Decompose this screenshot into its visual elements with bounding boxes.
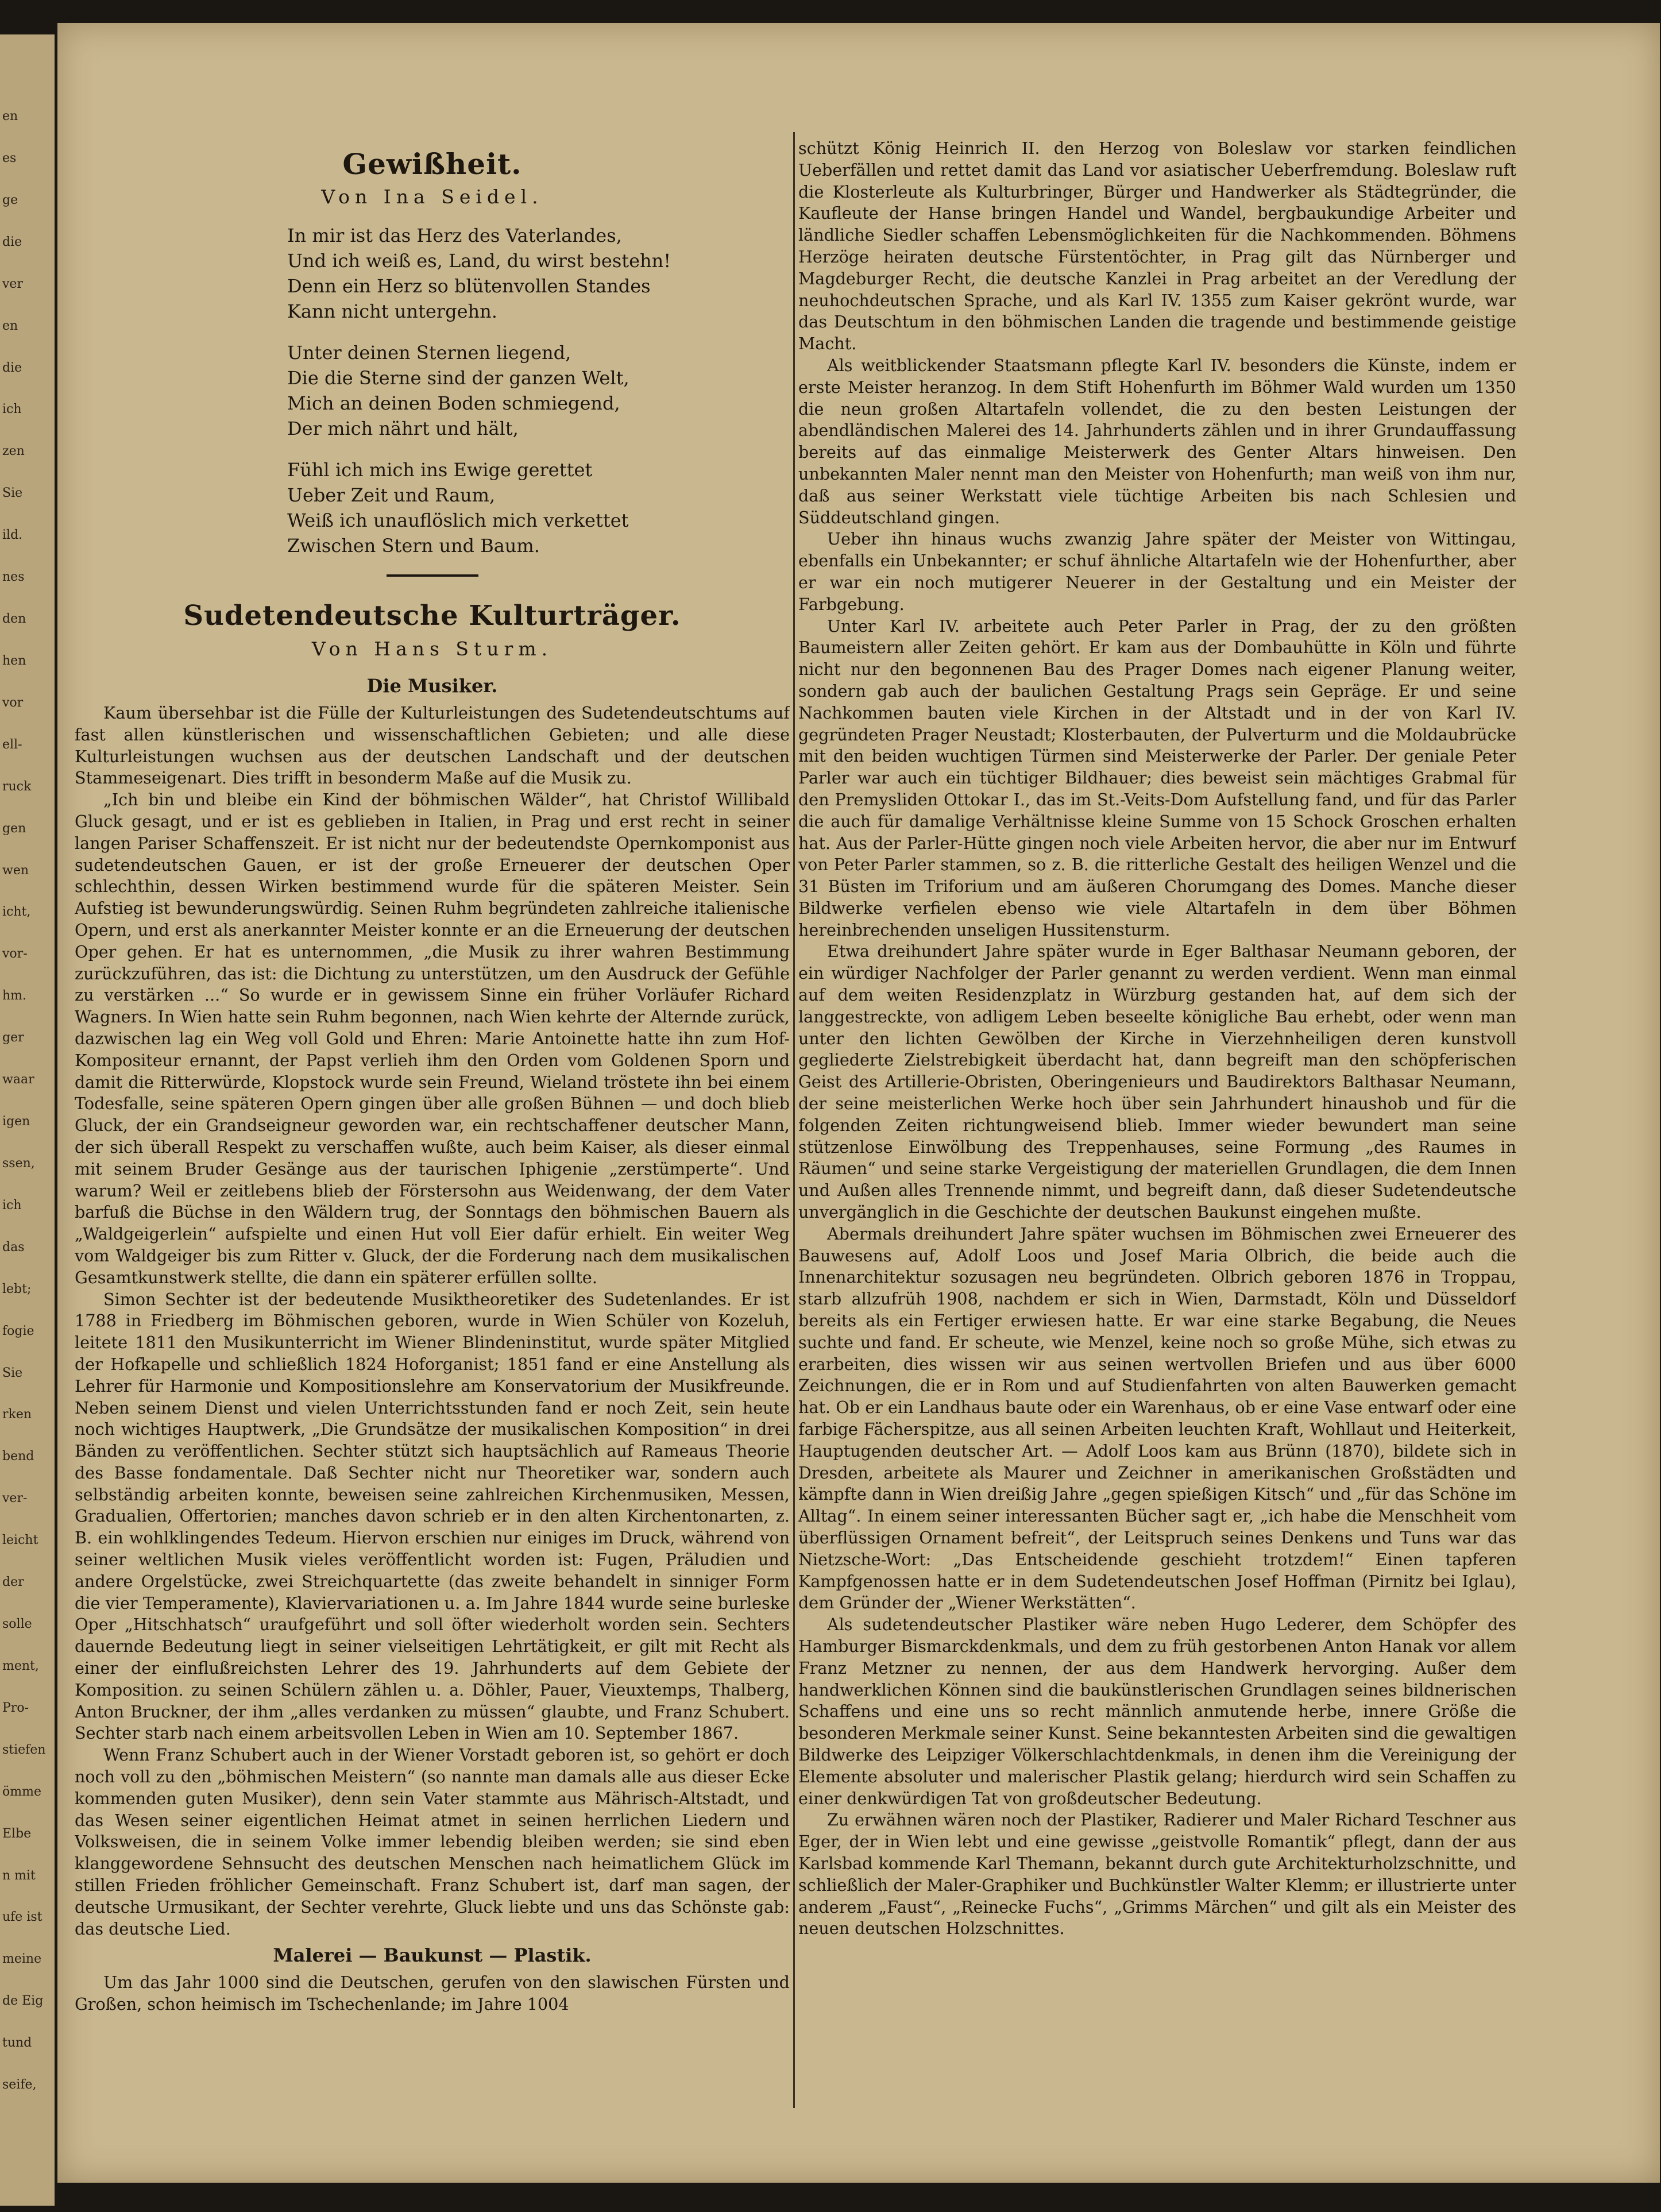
margin-fragment: en (2, 109, 18, 123)
margin-fragment: die (2, 360, 22, 375)
margin-fragment: lebt; (2, 1281, 32, 1296)
article-paragraph: Wenn Franz Schubert auch in der Wiener Vorstadt geboren ist, so gehört er doch noch voll zu den „böhmischen Meistern“ (so nannte man damals alle aus dieser Ecke kommenden guten Musiker), denn sein Vater stammte aus Mährisch-Altstadt, und das Wesen seiner eigentlichen Heimat atmet in seinen herrlichen Liedern und Volksweisen, die in seinem Volke immer lebendig bleiben werden; sie sind eben klanggewordene Sehnsucht des deutschen Menschen nach heimatlichem Glück im stillen Frieden fröhlicher Gemeinschaft. Franz Schubert ist, darf man sagen, der deutsche Urmusikant, der Sechter verehrte, Gluck liebte und uns das Schönste gab: das deutsche Lied. (75, 1745, 790, 1939)
margin-fragment: ment, (2, 1658, 39, 1673)
poem-body (287, 223, 790, 558)
margin-fragment: ruck (2, 779, 32, 794)
margin-fragment: waar (2, 1072, 34, 1087)
margin-fragment: Pro- (2, 1700, 29, 1715)
margin-fragment: rken (2, 1407, 32, 1422)
margin-fragment: ge (2, 192, 18, 207)
margin-fragment: die (2, 234, 22, 249)
section-heading-art: Malerei — Baukunst — Plastik. (273, 1944, 592, 1967)
margin-fragment: den (2, 612, 26, 626)
previous-page-edge (0, 34, 55, 2206)
margin-fragment: ver (2, 276, 23, 291)
margin-fragment: gen (2, 821, 26, 836)
section-rule (387, 574, 478, 577)
margin-fragment: ssen, (2, 1156, 35, 1171)
margin-fragment: vor (2, 695, 24, 710)
margin-fragment: zen (2, 444, 25, 459)
margin-fragment: tund (2, 2036, 32, 2051)
margin-fragment: de Eig (2, 1994, 44, 2009)
margin-fragment: nes (2, 570, 25, 585)
article-paragraph: Etwa dreihundert Jahre später wurde in Eger Balthasar Neumann geboren, der ein würdiger Nachfolger der Parler genannt zu werden verdient. Wenn man einmal auf dem weiten Residenzplatz in Würzburg gestanden hat, auf dem sich der langgestreckte, von adligem Leben beseelte königliche Bau erhebt, oder wenn man unter den lichten Gewölben der Kirche in Vierzehnheiligen deren kunstvoll gegliederte Zielstrebigkeit überdacht hat, dann begreift man den schöpferischen Geist des Artillerie-Obristen, Oberingenieurs und Baudirektors Balthasar Neumann, der seine meisterlichen Werke hoch über sein Jahrhundert hinaushob und für die folgenden Zeiten richtungweisend blieb. Immer wieder bewundert man seine stützenlose Einwölbung des Treppenhauses, seine Formung „des Raumes in Räumen“ und seine starke Vergeistigung der materiellen Grundlagen, die dem Innen und Außen alles Trennende nimmt, und begreift dann, daß dieser Sudetendeutsche unvergänglich in die Geschichte der deutschen Baukunst eingehen mußte. (798, 941, 1516, 1222)
column-divider (793, 132, 795, 2108)
margin-fragment: ich (2, 1198, 22, 1213)
margin-fragment: seife, (2, 2078, 37, 2093)
margin-fragment: stiefen (2, 1742, 46, 1757)
article-paragraph: schützt König Heinrich II. den Herzog von Boleslaw vor starken feindlichen Ueberfällen und rettet damit das Land vor asiatischer Ueberfremdung. Boleslaw ruft die Klosterleute als Kulturbringer, Bürger und Handwerker als Städtegründer, die Kaufleute der Hanse bringen Handel und Wandel, bergbaukundige Arbeiter und ländliche Siedler schaffen Lebensmöglichkeiten für die Nachkommenden. Böhmens Herzöge heiraten deutsche Fürstentöchter, in Prag gilt das Nürnberger und Magdeburger Recht, die deutsche Kanzlei in Prag arbeitet an der Veredlung der neuhochdeutschen Sprache, und als Karl IV. 1355 zum Kaiser gekrönt wurde, war das Deutschtum in den böhmischen Landen die tragende und bestimmende geistige Macht. (798, 138, 1516, 354)
newspaper-page (57, 23, 1660, 2183)
article-paragraph: Als weitblickender Staatsmann pflegte Karl IV. besonders die Künste, indem er erste Meister heranzog. In dem Stift Hohenfurth im Böhmer Wald wurden um 1350 die neun großen Altartafeln vollendet, die zu den besten Leistungen der abendländischen Malerei des 14. Jahrhunderts zählen und in ihrer Grundauffassung bereits auf das einmalige Meisterwerk des Genter Altars hinweisen. Den unbekannten Maler nennt man den Meister von Hohenfurth; man weiß von ihm nur, daß aus seiner Werkstatt viele tüchtige Arbeiten bis nach Schlesien und Süddeutschland gingen. (798, 355, 1516, 527)
margin-fragment: hen (2, 653, 26, 668)
article-paragraph: Zu erwähnen wären noch der Plastiker, Radierer und Maler Richard Teschner aus Eger, der in Wien lebt und eine gewisse „geistvolle Romantik“ pflegt, dann der aus Karlsbad kommende Karl Themann, bekannt durch gute Architekturholzschnitte, und schließlich der Maler-Graphiker und Buchkünstler Walter Klemm; er illustrierte unter anderem „Faust“, „Reinecke Fuchs“, „Grimms Märchen“ und gilt als ein Meister des neuen deutschen Holzschnittes. (798, 1810, 1516, 1939)
article-paragraph: Unter Karl IV. arbeitete auch Peter Parler in Prag, der zu den größten Baumeistern aller Zeiten gehört. Er kam aus der Dombauhütte in Köln und führte nicht nur den begonnenen Bau des Prager Domes nach eigener Planung weiter, sondern gab auch der baulichen Gestaltung Prags sein Gepräge. Er und seine Nachkommen bauten viele Kirchen in der Altstadt und in der von Karl IV. gegründeten Prager Neustadt; Klosterbauten, der Pulverturm und die Moldaubrücke mit den beiden wuchtigen Türmen sind Meisterwerke der Parler. Der geniale Peter Parler war auch ein tüchtiger Bildhauer; dies beweist sein mächtiges Grabmal für den Premysliden Ottokar I., das im St.-Veits-Dom Aufstellung fand, und für das Parler die auch für damalige Verhältnisse kleine Summe von 15 Schock Groschen erhalten hat. Aus der Parler-Hütte gingen noch viele Arbeiten hervor, die aber nur im Entwurf von Peter Parler stammen, so z. B. die ritterliche Gestalt des heiligen Wenzel und die 31 Büsten im Triforium und am äußeren Chorumgang des Domes. Manche dieser Bildwerke verfielen ebenso wie viele Altartafeln in dem über Böhmen hereinbrechenden unseligen Hussitensturm. (798, 616, 1516, 940)
margin-fragment: en (2, 318, 18, 333)
margin-fragment: n mit (2, 1868, 36, 1883)
margin-fragment: ufe ist (2, 1910, 43, 1925)
margin-fragment: meine (2, 1952, 42, 1967)
poem-stanza (287, 457, 790, 558)
poem-author: Von Ina Seidel. (321, 186, 543, 208)
right-column (798, 138, 1516, 2108)
article-paragraph: Kaum übersehbar ist die Fülle der Kulturleistungen des Sudetendeutschtums auf fast allen künstlerischen und wissenschaftlichen Gebieten; und alle diese Kulturleistungen wuchsen aus der deutschen Landschaft und der deutschen Stammeseigenart. Dies trifft in besonderm Maße auf die Musik zu. (75, 703, 790, 788)
margin-fragment: vor- (2, 947, 28, 962)
margin-fragment: fogie (2, 1323, 34, 1338)
poem-line: Weiß ich unauflöslich mich verkettet (287, 509, 629, 531)
poem-line: Ueber Zeit und Raum, (287, 484, 496, 506)
margin-fragment: ger (2, 1030, 24, 1045)
margin-fragment: ell- (2, 737, 22, 752)
margin-fragment: solle (2, 1617, 32, 1631)
poem-stanza (287, 223, 790, 324)
poem-line: Denn ein Herz so blütenvollen Standes (287, 275, 651, 297)
margin-fragment: Sie (2, 486, 23, 501)
margin-fragment: hm. (2, 989, 27, 1003)
margin-fragment: der (2, 1575, 24, 1590)
section-heading-musicians: Die Musiker. (366, 675, 498, 697)
margin-fragment: Sie (2, 1365, 23, 1380)
margin-fragment: ömme (2, 1784, 41, 1799)
article-paragraph: Abermals dreihundert Jahre später wuchsen im Böhmischen zwei Erneuerer des Bauwesens auf, Adolf Loos und Josef Maria Olbrich, die beide auch die Innenarchitektur sozusagen neu begründeten. Olbrich geboren 1876 in Troppau, starb allzufrüh 1908, nachdem er sich in Wien, Darmstadt, Köln und Düsseldorf bereits als ein Fertiger erwiesen hatte. Er war eine starke Begabung, die Neues suchte und fand. Er scheute, wie Menzel, keine noch so große Mühe, sich etwas zu erarbeiten, dies wissen wir aus seinen wertvollen Briefen und aus über 6000 Zeichnungen, die er in Rom und auf Studienfahrten von alten Bauwerken gemacht hat. Ob er ein Landhaus baute oder ein Warenhaus, ob er eine Vase entwarf oder eine farbige Fächerspitze, aus all seinen Arbeiten leuchten Kraft, Wohllaut und Heiterkeit, Hauptugenden deutscher Art. — Adolf Loos kam aus Brünn (1870), bildete sich in Dresden, arbeitete als Maurer und Zeichner in amerikanischen Großstädten und kämpfte dann in Wien dreißig Jahre „gegen spießigen Kitsch“ und „für das Schöne im Alltag“. In einem seiner interessanten Bücher sagt er, „ich habe die Menschheit vom überflüssigen Ornament befreit“, der Leitspruch seines Denkens und Tuns war das Nietzsche-Wort: „Das Entscheidende geschieht trotzdem!“ Einen tapferen Kampfgenossen hatte er in dem Sudetendeutschen Josef Hoffman (Pirnitz bei Iglau), dem Gründer der „Wiener Werkstätten“. (798, 1223, 1516, 1613)
poem-line: Die die Sterne sind der ganzen Welt, (287, 367, 629, 389)
article-paragraph: Simon Sechter ist der bedeutende Musiktheoretiker des Sudetenlandes. Er ist 1788 in Friedberg im Böhmischen geboren, wurde in Wien Schüler von Kozeluh, leitete 1811 den Musikunterricht im Wiener Blindeninstitut, wurde später Mitglied der Hofkapelle und schließlich 1824 Hoforganist; 1851 fand er eine Anstellung als Lehrer für Harmonie und Kompositionslehre am Konservatorium der Musikfreunde. Neben seinem Dienst und vielen Unterrichtsstunden fand er noch Zeit, sein heute noch wichtiges Hauptwerk, „Die Grundsätze der musikalischen Komposition“ in drei Bänden zu veröffentlichen. Sechter stützt sich hauptsächlich auf Rameaus Theorie des Basse fondamentale. Daß Sechter nicht nur Theoretiker war, sondern auch selbständig arbeiten konnte, beweisen seine zahlreichen Kirchenmusiken, Messen, Gradualien, Offertorien; manches davon schrieb er in den alten Kirchentonarten, z. B. ein wohlklingendes Tedeum. Hiervon erschien nur einiges im Druck, während von seiner weltlichen Musik vieles veröffentlicht worden ist: Fugen, Präludien und andere Orgelstücke, zwei Streichquartette (das zweite behandelt in sinniger Form die vier Temperamente), Klaviervariationen u. a. Im Jahre 1844 wurde seine burleske Oper „Hitschhatsch“ uraufgeführt und soll öfter wiederholt worden sein. Sechters dauernde Bedeutung liegt in seiner vielseitigen Lehrtätigkeit, er gilt mit Recht als einer der einflußreichsten Lehrer des 19. Jahrhunderts auf dem Gebiete der Komposition. zu seinen Schülern zählen u. a. Döhler, Pauer, Vieuxtemps, Thalberg, Anton Bruckner, der ihm „alles verdanken zu müssen“ glaubte, und Franz Schubert. Sechter starb nach einem arbeitsvollen Leben in Wien am 10. September 1867. (75, 1289, 790, 1743)
poem-line: Zwischen Stern und Baum. (287, 535, 540, 557)
article-paragraph: Um das Jahr 1000 sind die Deutschen, gerufen von den slawischen Fürsten und Großen, schon heimisch im Tschechenlande; im Jahre 1004 (75, 1972, 790, 2014)
article-paragraph: Als sudetendeutscher Plastiker wäre neben Hugo Lederer, dem Schöpfer des Hamburger Bismarckdenkmals, und dem zu früh gestorbenen Anton Hanak vor allem Franz Metzner zu nennen, der aus dem Handwerk hervorging. Außer dem handwerklichen Können sind die baukünstlerischen Grundlagen seines bildnerischen Schaffens und eine uns so recht männlich anmutende herbe, innere Größe die besonderen Merkmale seiner Kunst. Seine bekanntesten Arbeiten sind die gewaltigen Bildwerke des Leipziger Völkerschlachtdenkmals, in denen ihm die Vereinigung der Elemente absoluter und malerischer Plastik gelang; hierdurch wird sein Schaffen zu einer denkwürdigen Tat von großdeutscher Bedeutung. (798, 1615, 1516, 1808)
article-paragraph: Ueber ihn hinaus wuchs zwanzig Jahre später der Meister von Wittingau, ebenfalls ein Unbekannter; er schuf ähnliche Altartafeln wie der Hohenfurther, aber er war ein noch mutigerer Neuerer in der Gestaltung und ein Meister der Farbgebung. (798, 529, 1516, 614)
poem-line: In mir ist das Herz des Vaterlandes, (287, 225, 622, 246)
poem-line: Mich an deinen Boden schmiegend, (287, 392, 620, 414)
poem-title: Gewißheit. (342, 147, 522, 181)
margin-fragment: ild. (2, 528, 23, 543)
article-title: Sudetendeutsche Kulturträger. (183, 600, 681, 632)
article-author: Von Hans Sturm. (311, 638, 553, 660)
margin-fragment: icht, (2, 905, 31, 920)
poem-line: Der mich nährt und hält, (287, 418, 519, 439)
article-paragraph: „Ich bin und bleibe ein Kind der böhmischen Wälder“, hat Christof Willibald Gluck gesagt, und er ist es geblieben in Italien, in Prag und erst recht in seiner langen Pariser Schaffenszeit. Er ist nicht nur der bedeutendste Opernkomponist aus sudetendeutschen Gauen, er ist der große Erneuerer der deutschen Oper schlechthin, dessen Wirken bestimmend wurde für die späteren Meister. Sein Aufstieg ist bewunderungswürdig. Seinen Ruhm begründeten zahlreiche italienische Opern, und erst als anerkannter Meister konnte er an die Erneuerung der deutschen Oper gehen. Er hat es unternommen, „die Musik zu ihrer wahren Bestimmung zurückzuführen, das ist: die Dichtung zu unterstützen, um den Ausdruck der Gefühle zu verstärken ...“ So wurde er in gewissem Sinne ein früher Vorläufer Richard Wagners. In Wien hatte sein Ruhm begonnen, nach Wien kehrte der Alternde zurück, dazwischen lag ein Weg voll Gold und Ehren: Marie Antoinette hatte ihn zum Hof-Kompositeur ernannt, der Papst verlieh ihm den Orden vom Goldenen Sporn und damit die Ritterwürde, Klopstock wurde sein Freund, Wieland tröstete ihn bei einem Todesfalle, seine späteren Opern gingen über alle großen Bühnen — und doch blieb Gluck, der ein Grandseigneur geworden war, ein rechtschaffener deutscher Mann, der sich überall Respekt zu verschaffen wußte, auch beim Kaiser, als dieser einmal mit seinem Bruder Gesänge aus der taurischen Iphigenie „zerstümperte“. Und warum? Weil er zeitlebens blieb der Förstersohn aus Weidenwang, der dem Vater barfuß die Büchse in den Wäldern trug, der Sonntags den böhmischen Bauern als „Waldgeigerlein“ aufspielte und einen Hut voll Eier dafür erhielt. Ein weiter Weg vom Waldgeiger bis zum Ritter v. Gluck, der die Forderung nach dem musikalischen Gesamtkunstwerk stellte, die dann ein späterer erfüllen sollte. (75, 790, 790, 1287)
poem-line: Unter deinen Sternen liegend, (287, 342, 571, 364)
poem-stanza (287, 340, 790, 441)
margin-fragment: leicht (2, 1533, 38, 1548)
margin-fragment: es (2, 150, 17, 165)
poem-line: Kann nicht untergehn. (287, 300, 497, 322)
poem-line: Fühl ich mich ins Ewige gerettet (287, 459, 593, 481)
margin-fragment: ver- (2, 1491, 28, 1506)
poem-line: Und ich weiß es, Land, du wirst bestehn! (287, 250, 671, 272)
margin-fragment: Elbe (2, 1826, 32, 1841)
margin-fragment: ich (2, 402, 22, 417)
margin-fragment: igen (2, 1114, 30, 1129)
margin-fragment: das (2, 1240, 25, 1254)
margin-fragment: wen (2, 863, 29, 878)
margin-fragment: bend (2, 1449, 34, 1464)
left-column (75, 109, 790, 2097)
